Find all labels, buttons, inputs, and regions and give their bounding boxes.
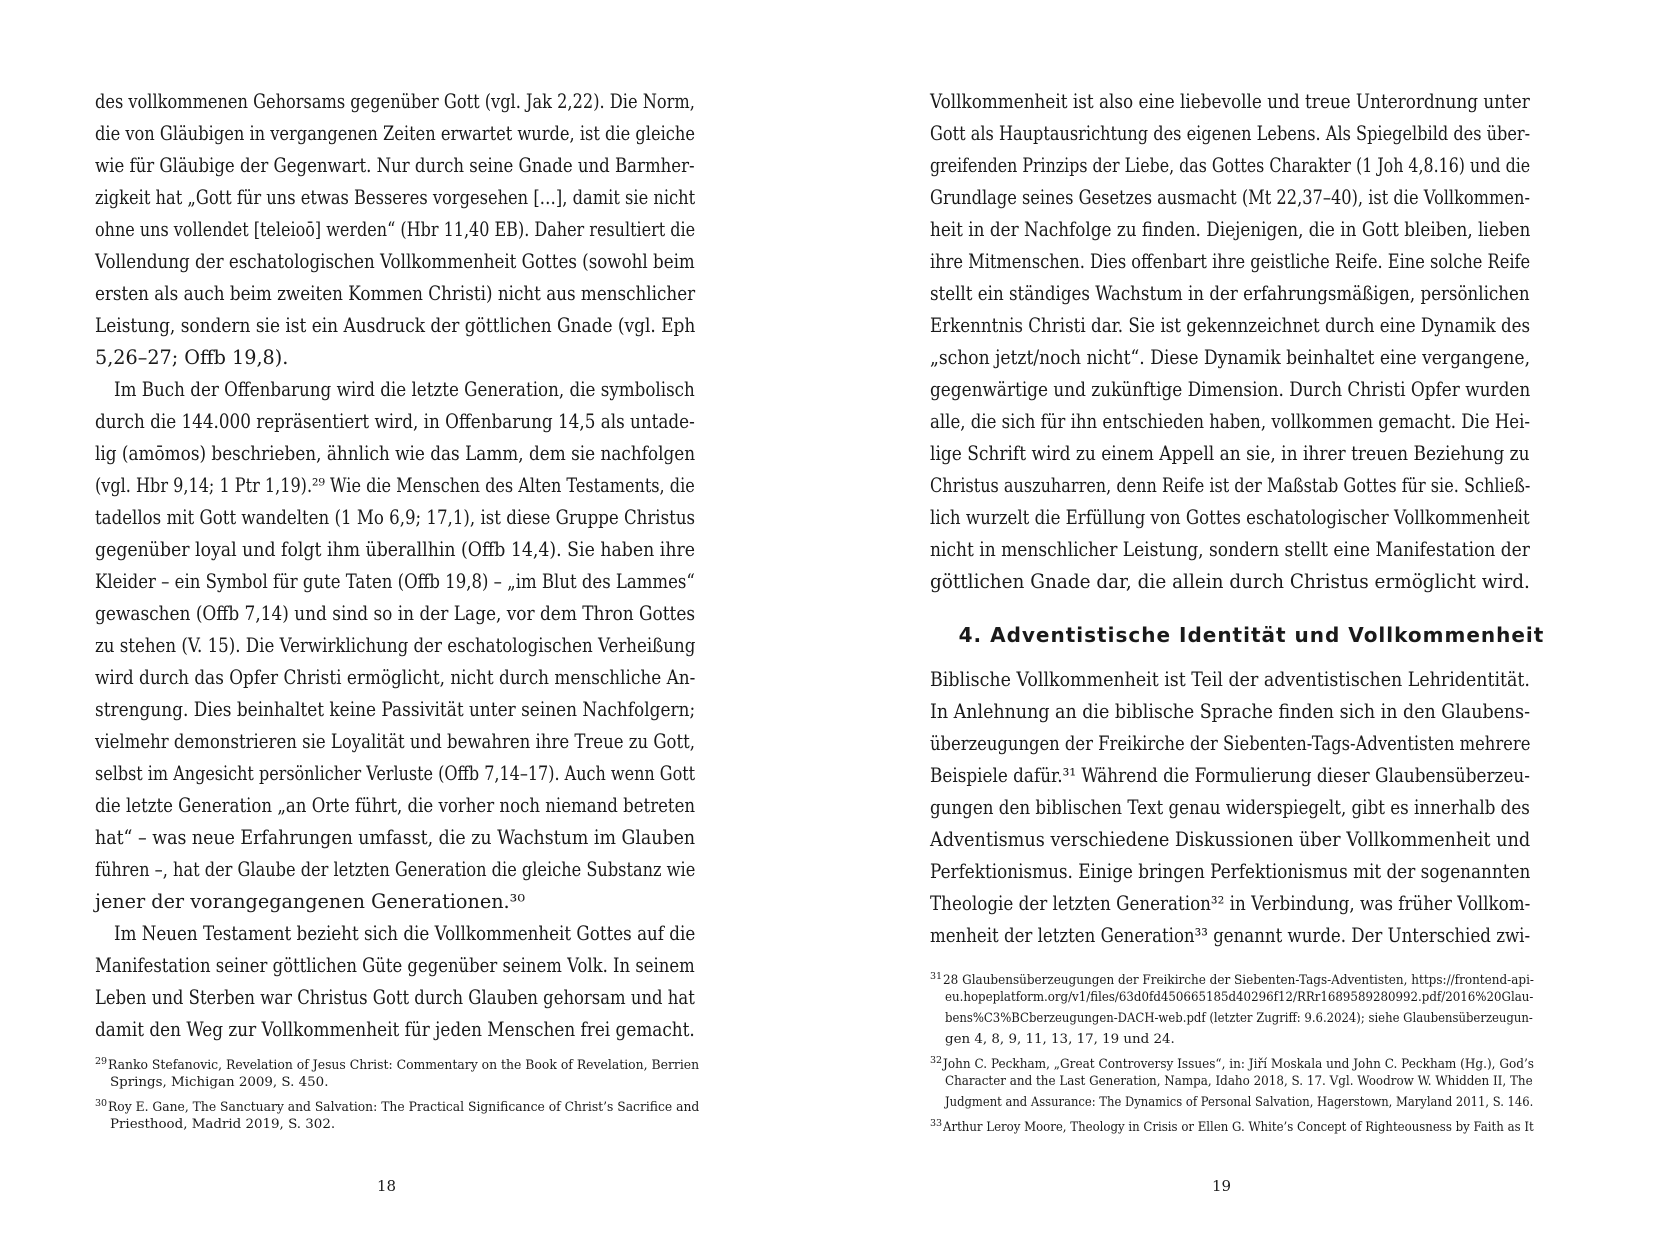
text-line-content: ihre Mitmenschen. Dies offenbart ihre geistliche Reife. Eine solche Reife — [930, 250, 1531, 273]
text-line-content: gegenüber loyal und folgt ihm überallhin (Offb 14,4). Sie haben ihre — [95, 538, 695, 561]
footnote-marker: 32 — [930, 1055, 943, 1066]
section-heading: 4. Adventistische Identität und Vollkommenheit — [958, 623, 1545, 647]
text-line-content: „schon jetzt/noch nicht“. Diese Dynamik beinhaltet eine vergangene, — [930, 346, 1531, 369]
footnote-text: 28 Glaubensüberzeugungen der Freikirche der Siebenten-Tags-Adventisten, https://frontend-api- — [943, 973, 1535, 988]
text-line-content: wie für Gläubige der Gegenwart. Nur durch seine Gnade und Barmher- — [95, 154, 695, 177]
text-line-content: göttlichen Gnade dar, die allein durch Christus ermöglicht wird. — [930, 570, 1530, 593]
text-line — [930, 856, 1573, 888]
footnote-line — [930, 1092, 1573, 1113]
text-line — [95, 630, 738, 662]
text-line-content: Theologie der letzten Generation³² in Verbindung, was früher Vollkom- — [930, 892, 1531, 915]
text-line — [930, 214, 1573, 246]
text-line-content: lich wurzelt die Erfüllung von Gottes eschatologischer Vollkommenheit — [930, 506, 1530, 529]
text-line — [95, 214, 738, 246]
footnote-marker: 31 — [930, 971, 943, 982]
footnote-text: Springs, Michigan 2009, S. 450. — [110, 1075, 329, 1090]
text-line — [95, 86, 738, 118]
text-line — [95, 374, 738, 406]
right-body-top — [930, 86, 1573, 598]
text-line — [95, 854, 738, 886]
text-line — [930, 920, 1573, 952]
text-line — [930, 310, 1573, 342]
text-line — [930, 824, 1573, 856]
text-line — [930, 728, 1573, 760]
text-line — [930, 342, 1573, 374]
footnote-text: Character and the Last Generation, Nampa, Idaho 2018, S. 17. Vgl. Woodrow W. Whidden II, The — [945, 1074, 1533, 1089]
footnote-text: Ranko Stefanovic, Revelation of Jesus Christ: Commentary on the Book of Revelation, Berrien — [108, 1058, 700, 1073]
footnote-text: Judgment and Assurance: The Dynamics of Personal Salvation, Hagerstown, Maryland 2011, S. 146. — [945, 1095, 1534, 1110]
right-page — [930, 0, 1573, 1240]
footnote-marker: 30 — [95, 1098, 108, 1109]
footnote-text: Arthur Leroy Moore, Theology in Crisis or Ellen G. White’s Concept of Righteousness by Faith as It — [943, 1120, 1534, 1135]
footnote-line — [930, 1008, 1573, 1029]
text-line-content: durch die 144.000 repräsentiert wird, in Offenbarung 14,5 als untade- — [95, 410, 695, 433]
text-line-content: vielmehr demonstrieren sie Loyalität und bewahren ihre Treue zu Gott, — [95, 730, 695, 753]
text-line-content: 5,26–27; Offb 19,8). — [95, 346, 289, 369]
text-line — [95, 662, 738, 694]
text-line-content: zigkeit hat „Gott für uns etwas Besseres vorgesehen […], damit sie nicht — [95, 186, 696, 209]
footnote-text: Priesthood, Madrid 2019, S. 302. — [110, 1117, 336, 1132]
text-line-content: lige Schrift wird zu einem Appell an sie, in ihrer treuen Beziehung zu — [930, 442, 1530, 465]
footnote-line — [930, 1071, 1573, 1092]
text-line — [930, 438, 1573, 470]
text-line-content: lig (amōmos) beschrieben, ähnlich wie das Lamm, dem sie nachfolgen — [95, 442, 696, 465]
text-line-content: In Anlehnung an die biblische Sprache finden sich in den Glaubens- — [930, 700, 1531, 723]
text-line-content: (vgl. Hbr 9,14; 1 Ptr 1,19).²⁹ Wie die Menschen des Alten Testaments, die — [95, 474, 695, 497]
text-line — [95, 150, 738, 182]
text-line-content: damit den Weg zur Vollkommenheit für jeden Menschen frei gemacht. — [95, 1018, 695, 1041]
text-line-content: greifenden Prinzips der Liebe, das Gottes Charakter (1 Joh 4,8.16) und die — [930, 154, 1531, 177]
text-line-content: strengung. Dies beinhaltet keine Passivität unter seinen Nachfolgern; — [95, 698, 696, 721]
text-line-content: nicht in menschlicher Leistung, sondern stellt eine Manifestation der — [930, 538, 1530, 561]
right-footnotes — [930, 966, 1573, 1134]
text-line — [930, 374, 1573, 406]
text-line-content: ohne uns vollendet [teleioō] werden“ (Hbr 11,40 EB). Daher resultiert die — [95, 218, 696, 241]
text-line-content: ersten als auch beim zweiten Kommen Christi) nicht aus menschlicher — [95, 282, 696, 305]
page-number-right: 19 — [1211, 1177, 1232, 1195]
footnote-line — [930, 966, 1573, 987]
text-line — [930, 760, 1573, 792]
text-line-content: Gott als Hauptausrichtung des eigenen Lebens. Als Spiegelbild des über- — [930, 122, 1531, 145]
text-line — [930, 664, 1573, 696]
text-line — [930, 502, 1573, 534]
text-line-content: gegenwärtige und zukünftige Dimension. Durch Christi Opfer wurden — [930, 378, 1531, 401]
text-line-content: selbst im Angesicht persönlicher Verluste (Offb 7,14–17). Auch wenn Gott — [95, 762, 696, 785]
text-line — [930, 792, 1573, 824]
footnote-line — [930, 1029, 1573, 1050]
text-line-content: Im Buch der Offenbarung wird die letzte Generation, die symbolisch — [114, 378, 695, 401]
text-line-content: überzeugungen der Freikirche der Siebenten-Tags-Adventisten mehrere — [930, 732, 1531, 755]
left-body-text — [95, 86, 738, 1046]
text-line — [930, 182, 1573, 214]
footnote-text: eu.hopeplatform.org/v1/files/63d0fd450665185d40296f12/RRr1689589280992.pdf/2016%20Glau- — [945, 990, 1534, 1005]
text-line — [95, 502, 738, 534]
text-line-content: hat“ – was neue Erfahrungen umfasst, die zu Wachstum im Glauben — [95, 826, 696, 849]
text-line-content: die von Gläubigen in vergangenen Zeiten erwartet wurde, ist die gleiche — [95, 122, 695, 145]
text-line — [930, 888, 1573, 920]
text-line-content: Erkenntnis Christi dar. Sie ist gekennzeichnet durch eine Dynamik des — [930, 314, 1531, 337]
text-line-content: tadellos mit Gott wandelten (1 Mo 6,9; 17,1), ist diese Gruppe Christus — [95, 506, 696, 529]
text-line-content: heit in der Nachfolge zu finden. Diejenigen, die in Gott bleiben, lieben — [930, 218, 1531, 241]
text-line — [930, 278, 1573, 310]
text-line-content: führen –, hat der Glaube der letzten Generation die gleiche Substanz wie — [95, 858, 696, 881]
text-line-content: wird durch das Opfer Christi ermöglicht, nicht durch menschliche An- — [95, 666, 696, 689]
text-line — [95, 406, 738, 438]
text-line — [95, 982, 738, 1014]
text-line — [95, 822, 738, 854]
text-line-content: Adventismus verschiedene Diskussionen über Vollkommenheit und — [930, 828, 1531, 851]
text-line — [95, 438, 738, 470]
text-line — [95, 758, 738, 790]
text-line — [95, 918, 738, 950]
text-line-content: zu stehen (V. 15). Die Verwirklichung der eschatologischen Verheißung — [95, 634, 696, 657]
text-line — [930, 246, 1573, 278]
text-line — [95, 278, 738, 310]
text-line — [95, 470, 738, 502]
text-line-content: des vollkommenen Gehorsams gegenüber Gott (vgl. Jak 2,22). Die Norm, — [95, 90, 695, 113]
text-line — [95, 694, 738, 726]
footnote-text: Roy E. Gane, The Sanctuary and Salvation: The Practical Significance of Christ’s Sacrifice and — [108, 1100, 700, 1115]
text-line-content: menheit der letzten Generation³³ genannt wurde. Der Unterschied zwi- — [930, 924, 1531, 947]
footnote-text: John C. Peckham, „Great Controversy Issues“, in: Jiří Moskala und John C. Peckham (Hg.), God’s — [943, 1057, 1535, 1072]
text-line — [95, 726, 738, 758]
text-line-content: gewaschen (Offb 7,14) und sind so in der Lage, vor dem Thron Gottes — [95, 602, 696, 625]
text-line — [95, 950, 738, 982]
text-line — [95, 1014, 738, 1046]
text-line-content: Leistung, sondern sie ist ein Ausdruck der göttlichen Gnade (vgl. Eph — [95, 314, 696, 337]
text-line — [95, 886, 738, 918]
text-line — [930, 470, 1573, 502]
footnote-text: bens%C3%BCberzeugungen-DACH-web.pdf (letzter Zugriff: 9.6.2024); siehe Glaubensüberzeugun- — [945, 1011, 1533, 1026]
text-line-content: Vollendung der eschatologischen Vollkommenheit Gottes (sowohl beim — [95, 250, 695, 273]
footnote-marker: 29 — [95, 1056, 108, 1067]
text-line-content: Im Neuen Testament bezieht sich die Vollkommenheit Gottes auf die — [114, 922, 696, 945]
footnote-marker: 33 — [930, 1118, 943, 1129]
text-line — [95, 534, 738, 566]
text-line — [95, 310, 738, 342]
right-body-bottom — [930, 664, 1573, 952]
footnote-text: gen 4, 8, 9, 11, 13, 17, 19 und 24. — [945, 1032, 1175, 1047]
text-line-content: Christus auszuharren, denn Reife ist der Maßstab Gottes für sie. Schließ- — [930, 474, 1531, 497]
text-line-content: Biblische Vollkommenheit ist Teil der adventistischen Lehridentität. — [930, 668, 1530, 691]
text-line — [95, 598, 738, 630]
text-line — [930, 534, 1573, 566]
text-line — [95, 246, 738, 278]
left-footnotes — [95, 1051, 738, 1135]
text-line — [930, 696, 1573, 728]
text-line — [930, 118, 1573, 150]
text-line — [95, 182, 738, 214]
footnote-line — [930, 1050, 1573, 1071]
text-line-content: Leben und Sterben war Christus Gott durch Glauben gehorsam und hat — [95, 986, 695, 1009]
page-number-left: 18 — [376, 1177, 397, 1195]
text-line — [930, 150, 1573, 182]
text-line-content: Kleider – ein Symbol für gute Taten (Offb 19,8) – „im Blut des Lammes“ — [95, 570, 695, 593]
text-line-content: jener der vorangegangenen Generationen.³⁰ — [95, 890, 526, 913]
text-line-content: Vollkommenheit ist also eine liebevolle und treue Unterordnung unter — [930, 90, 1530, 113]
right-body-text — [930, 86, 1573, 952]
text-line — [930, 406, 1573, 438]
text-line-content: alle, die sich für ihn entschieden haben, vollkommen gemacht. Die Hei- — [930, 410, 1530, 433]
text-line — [930, 86, 1573, 118]
text-line — [930, 566, 1573, 598]
text-line — [95, 342, 738, 374]
text-line-content: Beispiele dafür.³¹ Während die Formulierung dieser Glaubensüberzeu- — [930, 764, 1530, 787]
text-line — [95, 790, 738, 822]
text-line — [95, 118, 738, 150]
footnote-line — [95, 1093, 738, 1114]
footnote-line — [95, 1051, 738, 1072]
text-line-content: gungen den biblischen Text genau widerspiegelt, gibt es innerhalb des — [930, 796, 1530, 819]
left-page — [95, 0, 738, 1240]
text-line-content: Manifestation seiner göttlichen Güte gegenüber seinem Volk. In seinem — [95, 954, 695, 977]
text-line-content: die letzte Generation „an Orte führt, die vorher noch niemand betreten — [95, 794, 696, 817]
text-line-content: Grundlage seines Gesetzes ausmacht (Mt 22,37–40), ist die Vollkommen- — [930, 186, 1530, 209]
text-line — [95, 566, 738, 598]
text-line-content: Perfektionismus. Einige bringen Perfektionismus mit der sogenannten — [930, 860, 1531, 883]
footnote-line — [930, 987, 1573, 1008]
footnote-line — [930, 1113, 1573, 1134]
text-line-content: stellt ein ständiges Wachstum in der erfahrungsmäßigen, persönlichen — [930, 282, 1530, 305]
